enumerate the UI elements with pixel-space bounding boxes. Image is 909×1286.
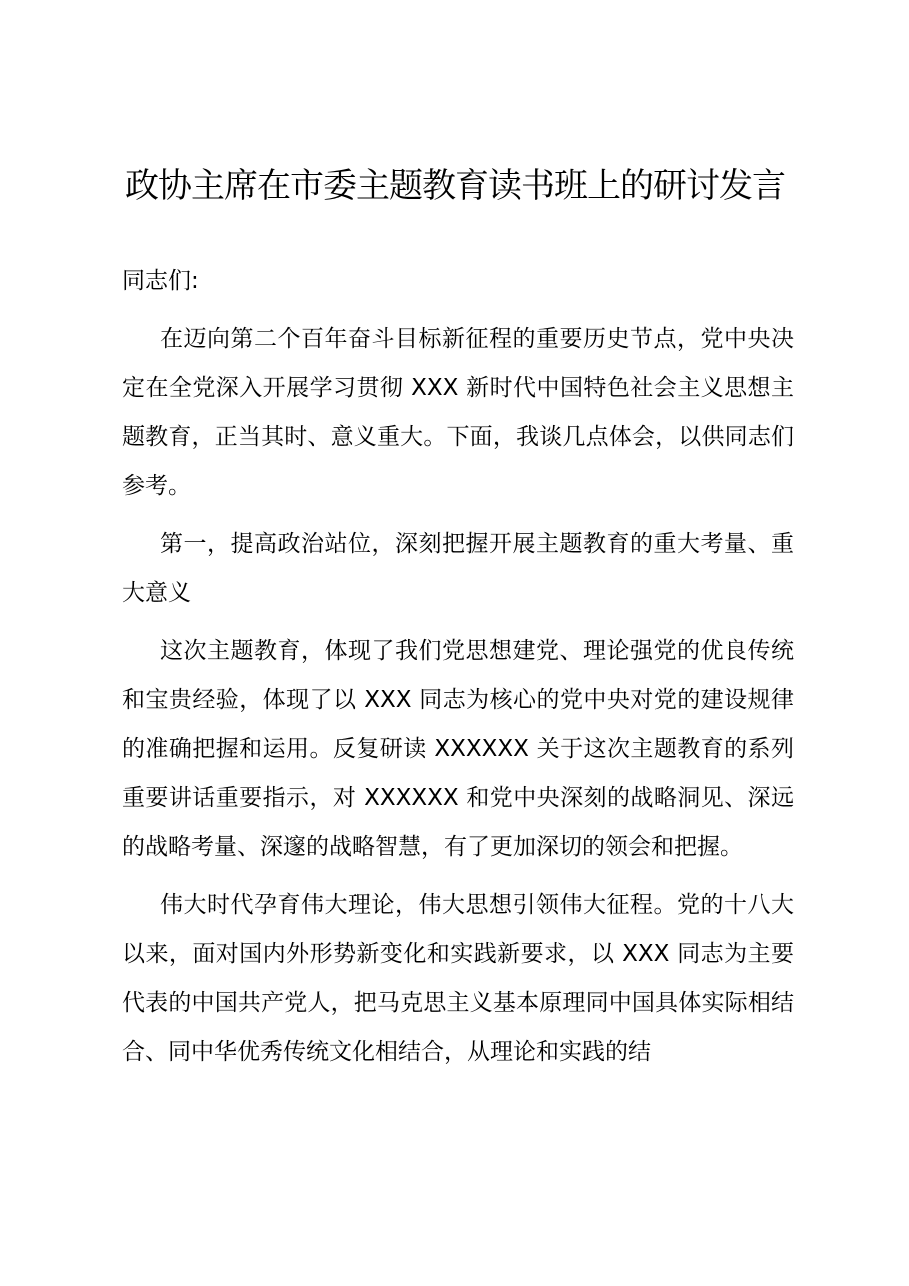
salutation: 同志们: — [122, 268, 199, 294]
document-title: 政协主席在市委主题教育读书班上的研讨发言 — [125, 166, 785, 206]
paragraph-theme-education: 这次主题教育，体现了我们党思想建党、理论强党的优良传统和宝贵经验，体现了以 XXX 同志为核心的党中央对党的建设规律的准确把握和运用。反复研读 XXXXXX 关于这次主题教育的系列重要讲话重要指示，对 XXXXXX 和党中央深刻的战略洞见、深远的战略考量、深邃的战略智慧，有了更加深切的领会和把握。 — [122, 638, 794, 860]
document-body — [122, 257, 794, 1086]
section-heading-first: 第一，提高政治站位，深刻把握开展主题教育的重大考量、重大意义 — [122, 531, 794, 606]
paragraph-intro: 在迈向第二个百年奋斗目标新征程的重要历史节点，党中央决定在全党深入开展学习贯彻 XXX 新时代中国特色社会主义思想主题教育，正当其时、意义重大。下面，我谈几点体会，以供同志们参考。 — [122, 326, 794, 499]
paragraph-great-era: 伟大时代孕育伟大理论，伟大思想引领伟大征程。党的十八大以来，面对国内外形势新变化和实践新要求，以 XXX 同志为主要代表的中国共产党人，把马克思主义基本原理同中国具体实际相结合、同中华优秀传统文化相结合，从理论和实践的结 — [122, 892, 794, 1065]
